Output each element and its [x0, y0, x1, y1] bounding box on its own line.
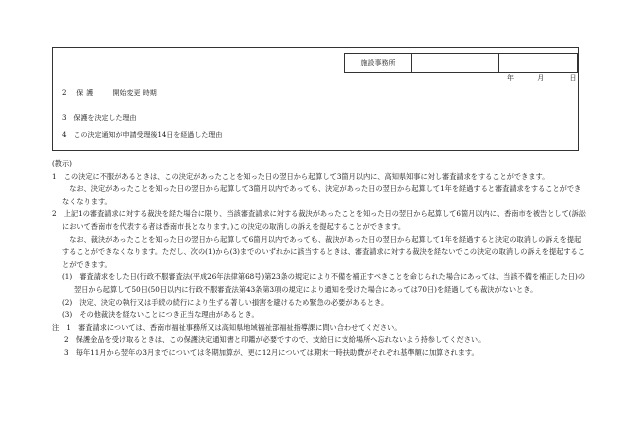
item-2-kind: 開始変更 — [112, 89, 141, 97]
facility-value — [412, 54, 499, 73]
instruction-2: 2 上記1の審査請求に対する裁決を経た場合に限り、当該審査請求に対する裁決があったことを知った日の翌日から起算して6箇月以内に、香南市を被告として(訴訟において香南市を代表する者は香南市長となります。)この決定の取消しの訴えを提起することができます。 — [52, 209, 586, 231]
facility-table — [344, 53, 578, 73]
item-2-time: 時期 — [142, 89, 157, 97]
facility-value-2 — [499, 54, 578, 73]
instruction-2-case-3: (3) その他裁決を経ないことにつき正当な理由があるとき。 — [62, 310, 259, 320]
footnote-2: 2 保護金品を受け取るときは、この保護決定通知書と印鑑が必要ですので、支給日に支給場所へ忘れないよう持参してください。 — [64, 335, 486, 345]
item-2-number: 2 — [62, 89, 67, 97]
footnote-3: 3 毎年11月から翌年の3月までについては冬期加算が、更に12月については期末一時扶助費がそれぞれ基準額に加算されます。 — [64, 347, 479, 357]
item-2-row — [62, 88, 157, 98]
instruction-2-note: なお、裁決があったことを知った日の翌日から起算して6箇月以内であっても、裁決があった日の翌日から起算して1年を経過すると決定の取消しの訴えを提起することができなくなります。ただし、次の(1)から(3)までのいずれかに該当するときは、審査請求に対する裁決を経ないでこの決定の取消しの訴えを提起することができます。 — [62, 234, 585, 269]
item-4-row: 4 この決定通知が申請受理後14日を経過した理由 — [62, 131, 223, 139]
instruction-1: 1 この決定に不服があるときは、この決定があったことを知った日の翌日から起算して3箇月以内に、高知県知事に対し審査請求をすることができます。 — [52, 171, 550, 181]
instruction-2-case-1: (1) 審査請求をした日(行政不服審査法(平成26年法律第68号)第23条の規定により不備を補正すべきことを命じられた場合にあっては、当該不備を補正した日)の翌日から起算して50日(50日以内に行政不服審査法第43条第3項の規定により通知を受けた場合にあっては70日)を経過しても裁決がないとき。 — [62, 272, 586, 294]
facility-label: 施設事務所 — [345, 54, 412, 73]
item-2-word: 保護 — [76, 89, 97, 97]
item-3-row: 3 保護を決定した理由 — [62, 114, 137, 122]
instruction-1-note: なお、決定があったことを知った日の翌日から起算して3箇月以内であっても、決定があった日の翌日から起算して1年を経過すると審査請求をすることができなくなります。 — [62, 184, 582, 206]
footnote-1: 注 1 審査請求については、香南市福祉事務所又は高知県地域福祉部福祉指導課に問い合わせてください。 — [52, 322, 402, 332]
instruction-2-case-2: (2) 決定、決定の執行又は手続の続行により生ずる著しい損害を避けるため緊急の必要があるとき。 — [62, 297, 389, 307]
instructions — [52, 158, 587, 360]
date-day: 日 — [569, 74, 578, 82]
date-month: 月 — [537, 74, 546, 82]
date-year: 年 — [507, 74, 515, 82]
instructions-heading: (教示) — [52, 159, 72, 168]
date-line — [507, 73, 577, 83]
